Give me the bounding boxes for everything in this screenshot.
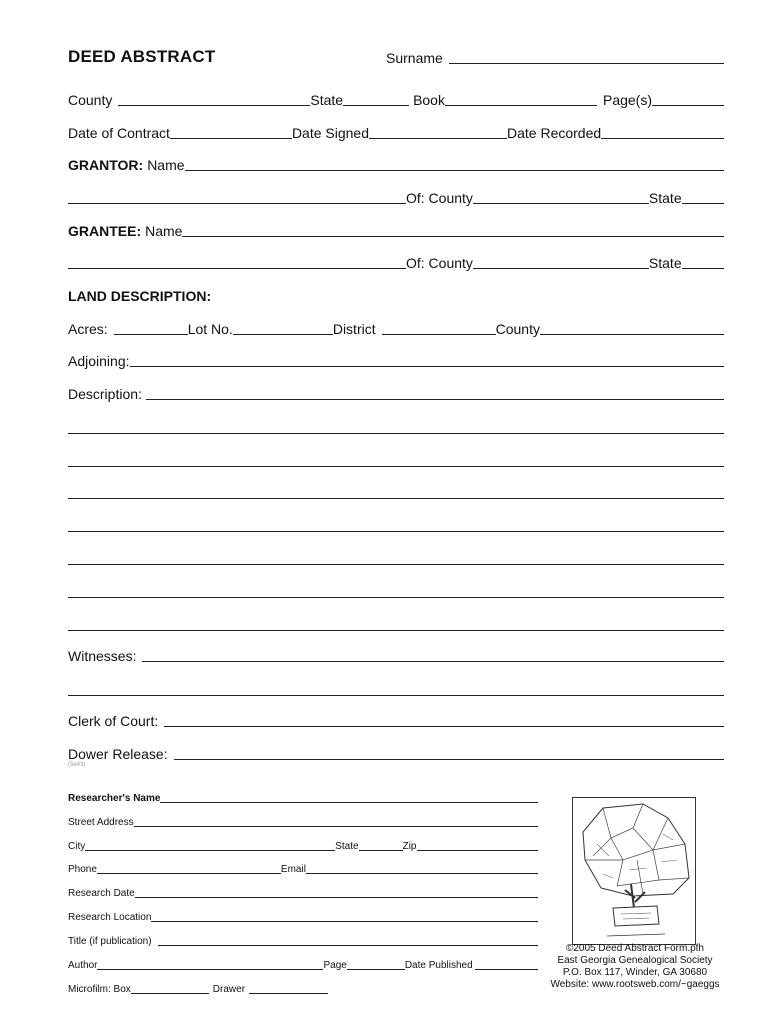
researcher-state-label: State [335,841,359,852]
title-label: Title (if publication) [68,936,152,947]
lot-label: Lot No. [187,321,233,337]
surname-row [386,50,724,66]
research-date-label: Research Date [68,888,135,899]
grantee-county-field[interactable] [473,268,649,269]
adjoining-field[interactable] [130,366,725,367]
author-field[interactable] [97,969,323,970]
description-line[interactable] [68,597,724,598]
title-field[interactable] [158,945,538,946]
grantor-name-field[interactable] [185,170,724,171]
grantor-state-label: State [648,190,682,206]
microfilm-box-field[interactable] [131,993,209,994]
grantee-name-row [68,223,724,239]
grantee-name-label: Name [145,223,183,239]
date-signed-label: Date Signed [291,125,369,141]
clerk-label: Clerk of Court: [68,713,159,729]
email-label: Email [280,864,306,875]
land-county-field[interactable] [540,334,724,335]
surname-field[interactable] [449,63,724,64]
research-date-field[interactable] [135,897,538,898]
city-row [68,841,538,853]
record-row-2 [68,125,724,141]
adjoining-label: Adjoining: [68,353,130,369]
adjoining-row [68,353,724,369]
researcher-name-label: Researcher's Name [68,793,161,804]
page-label: Page [323,960,347,971]
dower-field[interactable] [174,759,724,760]
credit-line-address: P.O. Box 117, Winder, GA 30680 [562,967,708,978]
phone-label: Phone [68,864,97,875]
land-description-heading: LAND DESCRIPTION: [68,288,212,304]
grantee-state-field[interactable] [682,268,724,269]
description-line[interactable] [68,498,724,499]
land-county-label: County [495,321,540,337]
street-row [68,817,538,829]
district-field[interactable] [382,334,496,335]
state-field[interactable] [343,105,409,106]
date-recorded-label: Date Recorded [507,125,602,141]
research-date-row [68,888,538,900]
city-field[interactable] [85,850,335,851]
clerk-row [68,713,724,729]
acres-field[interactable] [114,334,188,335]
grantor-of-row [68,190,724,206]
credit-block [540,943,730,991]
description-label: Description: [68,386,142,402]
description-field[interactable] [146,399,724,400]
state-label: State [310,92,344,108]
researcher-name-field[interactable] [160,802,538,803]
grantor-label: GRANTOR: [68,157,144,173]
grantor-of-county-label: Of: County [406,190,473,206]
grantee-name-field[interactable] [182,236,724,237]
witnesses-label: Witnesses: [68,648,137,664]
pages-field[interactable] [652,105,724,106]
date-signed-field[interactable] [369,138,507,139]
research-location-row [68,912,538,924]
microfilm-row [68,984,328,996]
street-field[interactable] [134,826,538,827]
drawer-label: Drawer [212,984,246,995]
clerk-field[interactable] [164,726,724,727]
grantor-name-label: Name [147,157,185,173]
date-published-label: Date Published [404,960,473,971]
date-published-field[interactable] [475,969,538,970]
zip-field[interactable] [417,850,539,851]
grantor-name-row [68,157,724,173]
grantor-name-field-2[interactable] [68,203,406,204]
county-field[interactable] [118,105,310,106]
research-location-field[interactable] [151,921,538,922]
description-line[interactable] [68,466,724,467]
witnesses-row [68,648,724,664]
land-row [68,321,724,337]
county-label: County [68,92,113,108]
form-code: (5e43) [68,762,86,768]
surname-label: Surname [386,50,443,66]
grantee-label: GRANTEE: [68,223,142,239]
date-recorded-field[interactable] [601,138,724,139]
credit-line-website[interactable]: Website: www.rootsweb.com/~gaeggs [550,979,720,990]
date-contract-label: Date of Contract [68,125,170,141]
form-title: DEED ABSTRACT [68,47,216,66]
pages-label: Page(s) [602,92,653,108]
researcher-name-row [68,793,538,805]
title-row [68,936,538,948]
dower-row [68,746,724,762]
research-location-label: Research Location [68,912,152,923]
grantee-of-county-label: Of: County [406,255,473,271]
description-row [68,386,724,402]
phone-row [68,864,538,876]
district-label: District [332,321,376,337]
grantee-state-label: State [648,255,682,271]
author-label: Author [68,960,98,971]
grantor-county-field[interactable] [473,203,649,204]
credit-line-society: East Georgia Genealogical Society [557,955,713,966]
drawer-field[interactable] [249,993,328,994]
zip-label: Zip [402,841,417,852]
georgia-county-map-icon [572,797,696,945]
grantee-name-field-2[interactable] [68,268,406,269]
dower-label: Dower Release: [68,746,168,762]
acres-label: Acres: [68,321,108,337]
author-row [68,960,538,972]
description-line[interactable] [68,531,724,532]
city-label: City [68,841,86,852]
page-field[interactable] [347,969,405,970]
email-field[interactable] [306,873,538,874]
description-line[interactable] [68,433,724,434]
researcher-state-field[interactable] [359,850,403,851]
phone-field[interactable] [97,873,281,874]
description-line[interactable] [68,564,724,565]
book-field[interactable] [445,105,597,106]
microfilm-label: Microfilm: Box [68,984,131,995]
date-contract-field[interactable] [170,138,292,139]
credit-line-copyright: ©2005 Deed Abstract Form.pfh [566,943,704,954]
grantor-state-field[interactable] [682,203,724,204]
map-drawing [573,798,695,944]
record-row-1 [68,92,724,108]
street-label: Street Address [68,817,134,828]
witnesses-line-2[interactable] [68,695,724,696]
grantee-of-row [68,255,724,271]
witnesses-field[interactable] [142,661,724,662]
lot-field[interactable] [233,334,333,335]
book-label: Book [413,92,445,108]
description-line[interactable] [68,630,724,631]
